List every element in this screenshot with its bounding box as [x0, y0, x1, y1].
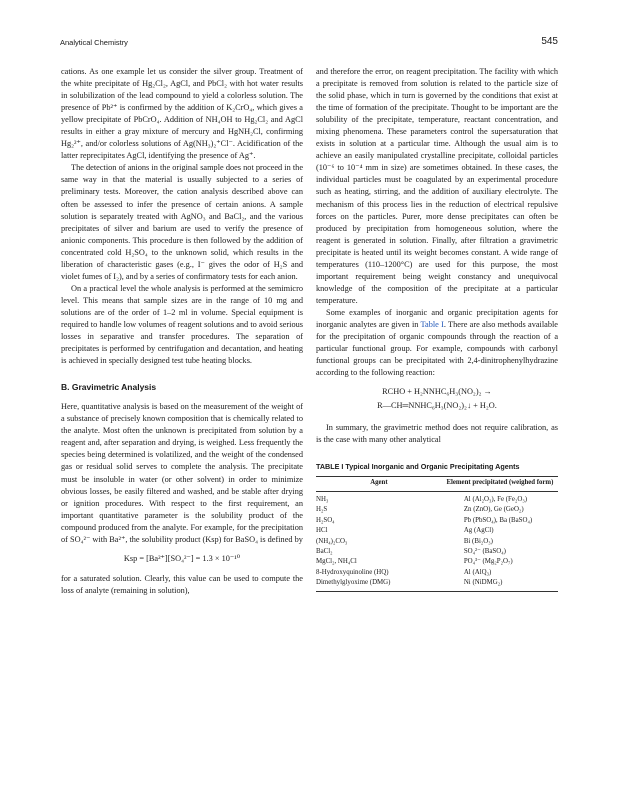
cell-agent: HCl [316, 527, 328, 535]
cell-element: PO₄³⁻ (Mg₂P₂O₇) [463, 558, 513, 566]
left-column [61, 66, 303, 597]
running-head: Analytical Chemistry [60, 38, 128, 47]
paragraph: Here, quantitative analysis is based on the measurement of the weight of a substance of precisely known composition that is chemically related to the analyte. Most often the unknown is precipitated from solution by a reagent and, after separation and drying, is weighed. Less frequently the species being determined is volatilized, and the weight of the condensed gas or residual solid serves to complete the analysis. The precipitate must be insoluble in water (or other solvent) in order to minimize obvious losses, be easily filtered and washed, and be stable after drying or ignition procedures. With respect to the first requirement, an important quantitative parameter is the solubility product of the compound produced from the analyte. For example, for the precipitation of SO₄²⁻ with Ba²⁺, the solubility product (Ksp) for BaSO₄ is defined by [61, 402, 303, 544]
cell-agent: NH₃ [316, 496, 329, 503]
table-row [316, 505, 558, 515]
cell-agent: Dimethylglyoxime (DMG) [316, 579, 391, 587]
paragraph: The detection of anions in the original sample does not proceed in the same way in that the material is usually subjected to a series of preliminary tests. Moreover, the cation analysis described above can often be assessed to infer the presence of certain anions. A sample solution is separately treated with AgNO₃ and BaCl₂, and the various precipitates of silver and barium are used to verify the presence of anionic components. This procedure is then followed by the addition of concentrated cold H₂SO₄ to the unknown solid, which results in the liberation of characteristic gases (e.g., I⁻ gives the odor of H₂S and violet fumes of I₂), and by a series of confirmatory tests for each anion. [61, 163, 303, 281]
table-header-row [316, 477, 558, 492]
paragraph [316, 307, 558, 379]
table-link[interactable]: Table I [420, 319, 444, 329]
table-row [316, 568, 558, 578]
table-row [316, 492, 558, 506]
table-row [316, 526, 558, 536]
cell-element: Zn (ZnO), Ge (GeO₂) [463, 506, 524, 514]
cell-agent: BaCl₂ [316, 548, 333, 556]
paragraph: In summary, the gravimetric method does not require calibration, as is the case with many other analytical [316, 423, 558, 445]
table-caption: TABLE I Typical Inorganic and Organic Precipitating Agents [316, 462, 520, 472]
cell-element: SO₄²⁻ (BaSO₄) [463, 548, 506, 556]
paragraph: On a practical level the whole analysis is performed at the semimicro level. This means that sample sizes are in the range of 10 mg and solutions are of the order of 1–2 ml in volume. Special equipment is required to handle low volumes of reagent solutions and to avoid serious losses in separative and transfer procedures. The separation of precipitates is performed by centrifugation and decantation, and heating is achieved in specially designed test tube heating blocks. [61, 283, 303, 366]
table-row [316, 516, 558, 526]
cell-element: Bi (Bi₂O₃) [463, 537, 493, 545]
cell-element: Al (Al₂O₃), Fe (Fe₂O₃) [463, 496, 528, 503]
table-row [316, 547, 558, 557]
table-row [316, 578, 558, 591]
cell-agent: 8-Hydroxyquinoline (HQ) [316, 568, 389, 576]
paragraph: and therefore the error, on reagent precipitation. The facility with which a precipitate is removed from solution is related to the particle size of the solid phase, which in turn is governed by the conditions that exist at the time of formation of the precipitate. Thought to be important are the solubility of the precipitate, temperature, reactant concentration, and mixing phenomena. These parameters control the supersaturation that exists in solution at a particular time. Although the usual aim is to achieve an easily manipulated crystalline precipitate, colloidal particles (10⁻⁶ to 10⁻⁴ mm in size) are sometimes obtained. In these cases, the individual particles must be coagulated by an experimental procedure such as heating, stirring, and the addition of auxiliary electrolyte. The mechanism of this process lies in the reduction of electrical repulsive forces on the particles. Purer, more dense precipitates can often be produced by precipitation from homogeneous solution, where the reagent is generated in solution. Finally, after filtration a gravimetric precipitate is heated until its weight becomes constant. A wide range of temperatures (110–1200°C) are used for this purpose, the most important requirement being weight constancy and unequivocal knowledge of the composition of the precipitate at a particular temperature. [316, 67, 558, 305]
cell-element: Pb (PbSO₄), Ba (BaSO₄) [463, 516, 533, 524]
table-row [316, 557, 558, 567]
cell-element: Al (AlQ₃) [463, 568, 492, 576]
header-agent: Agent [370, 479, 388, 487]
paragraph-text: Some examples of inorganic and organic precipitation agents for inorganic analytes are given in [316, 307, 558, 329]
precipitating-agents-table [316, 476, 558, 591]
reaction-line-2: R—CH═NNHC₆H₃(NO₂)₂↓ + H₂O. [377, 401, 497, 411]
paragraph-text: . There are also methods available for the precipitation of organic compounds through the reaction of a particular functional group. For example, compounds with carbonyl functional groups can be precipitated with 2,4-dinitrophenylhydrazine according to the following reaction: [316, 319, 558, 378]
page-number: 545 [541, 36, 558, 47]
cell-element: Ag (AgCl) [463, 527, 494, 535]
paragraph: cations. As one example let us consider the silver group. Treatment of the white precipitate of Hg₂Cl₂, AgCl, and PbCl₂ with hot water results in solubilization of the lead compound to yield a colorless solution. The presence of Pb²⁺ is confirmed by the addition of K₂CrO₄, which gives a yellow precipitate of PbCrO₄. Addition of NH₄OH to Hg₂Cl₂ and AgCl results in either a gray mixture of mercury and HgNH₂Cl, confirming Hg₂²⁺, and/or colorless solutions of Ag(NH₃)₂⁺Cl⁻. Acidification of the latter reprecipitates AgCl, identifying the presence of Ag⁺. [61, 67, 303, 161]
equation-ksp: Ksp = [Ba²⁺][SO₄²⁻] = 1.3 × 10⁻¹⁰ [123, 553, 241, 563]
cell-element: Ni (NiDMG₂) [463, 579, 503, 587]
table-body [316, 492, 558, 592]
cell-agent: MgCl₂, NH₄Cl [316, 558, 357, 566]
cell-agent: (NH₄)₂CO₃ [316, 537, 348, 545]
reaction-line-1: RCHO + H₂NNHC₆H₃(NO₂)₂ → [382, 387, 492, 397]
cell-agent: H₂SO₄ [316, 516, 335, 524]
right-column [316, 66, 558, 592]
paragraph: for a saturated solution. Clearly, this value can be used to compute the loss of analyte (remaining in solution), [61, 573, 303, 595]
table-row [316, 537, 558, 547]
header-element: Element precipitated (weighed form) [446, 479, 554, 487]
section-heading: B. Gravimetric Analysis [61, 382, 157, 393]
cell-agent: H₂S [316, 506, 328, 514]
